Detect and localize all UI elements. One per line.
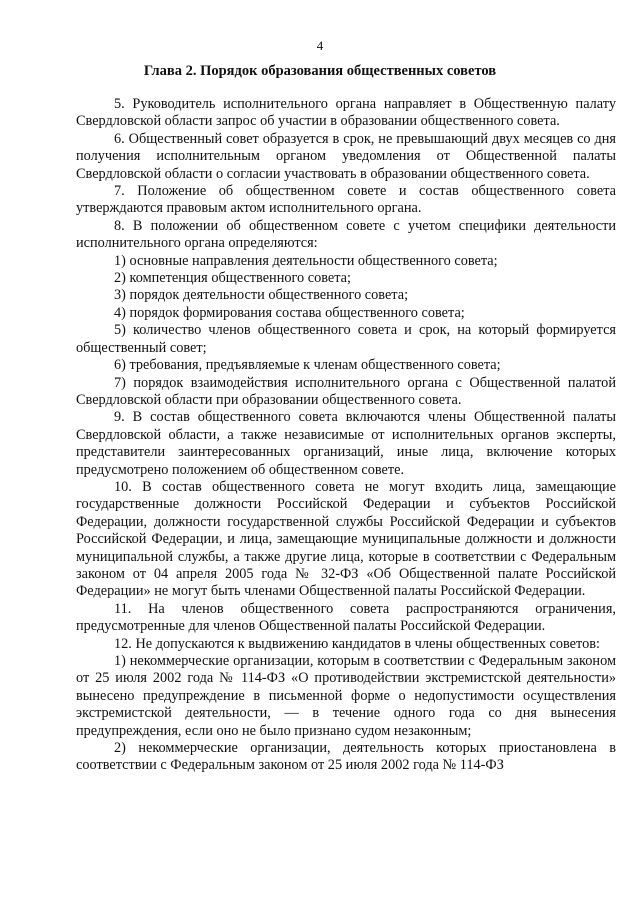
paragraph-8-item-3: 3) порядок деятельности общественного совета; xyxy=(114,287,409,304)
paragraph-12: 12. Не допускаются к выдвижению кандидатов в члены общественных советов: xyxy=(114,635,600,652)
paragraph-8-item-2: 2) компетенция общественного совета; xyxy=(114,270,351,287)
paragraph-12-item-2: 2) некоммерческие организации, деятельность которых приостановлена в соответствии с Федеральным законом от 25 июля 2002 года № 114-ФЗ xyxy=(76,740,616,774)
paragraph-11: 11. На членов общественного совета распространяются ограничения, предусмотренные для членов Общественной палаты Российской Федерации. xyxy=(76,600,616,635)
paragraph-8-item-6: 6) требования, предъявляемые к членам общественного совета; xyxy=(114,357,501,374)
page-number: 4 xyxy=(316,38,324,53)
paragraph-8-item-1: 1) основные направления деятельности общественного совета; xyxy=(114,252,498,269)
paragraph-8-item-4: 4) порядок формирования состава общественного совета; xyxy=(114,304,465,321)
paragraph-10: 10. В состав общественного совета не могут входить лица, замещающие государственные должности Российской Федерации и субъектов Российской Федерации, должности государственной службы Российской Федерации и субъектов Российской Федерации, и лица, замещающие муниципальные должности и должности муниципальной службы, а также другие лица, которые в соответствии с Федеральным законом от 04 апреля 2005 года № 32-ФЗ «Об Общественной палате Российской Федерации» не могут быть членами Общественной палаты Российской Федерации. xyxy=(76,478,616,600)
paragraph-7: 7. Положение об общественном совете и состав общественного совета утверждаются правовым актом исполнительного органа. xyxy=(76,183,616,217)
paragraph-9: 9. В состав общественного совета включаются члены Общественной палаты Свердловской области, а также независимые от исполнительных органов эксперты, представители заинтересованных организаций, иные лица, включение которых предусмотрено положением об общественном совете. xyxy=(76,409,616,478)
chapter-title: Глава 2. Порядок образования общественных советов xyxy=(143,63,497,79)
paragraph-6: 6. Общественный совет образуется в срок, не превышающий двух месяцев со дня получения исполнительным органом уведомления от Общественной палаты Свердловской области о согласии участвовать в образовании общественного совета. xyxy=(76,130,616,182)
paragraph-5: 5. Руководитель исполнительного органа направляет в Общественную палату Свердловской области запрос об участии в образовании общественного совета. xyxy=(76,96,616,130)
paragraph-8-item-7: 7) порядок взаимодействия исполнительного органа с Общественной палатой Свердловской области при образовании общественного совета. xyxy=(76,374,616,408)
paragraph-12-item-1: 1) некоммерческие организации, которым в соответствии с Федеральным законом от 25 июля 2002 года № 114-ФЗ «О противодействии экстремистской деятельности» вынесено предупреждение в письменной форме о недопустимости осуществления экстремистской деятельности, — в течение одного года со дня вынесения предупреждения, если оно не было признано судом незаконным; xyxy=(76,653,616,739)
document-body xyxy=(76,96,616,775)
paragraph-8: 8. В положении об общественном совете с учетом специфики деятельности исполнительного органа определяются: xyxy=(76,217,616,252)
paragraph-8-item-5: 5) количество членов общественного совета и срок, на который формируется общественный совет; xyxy=(76,322,616,356)
